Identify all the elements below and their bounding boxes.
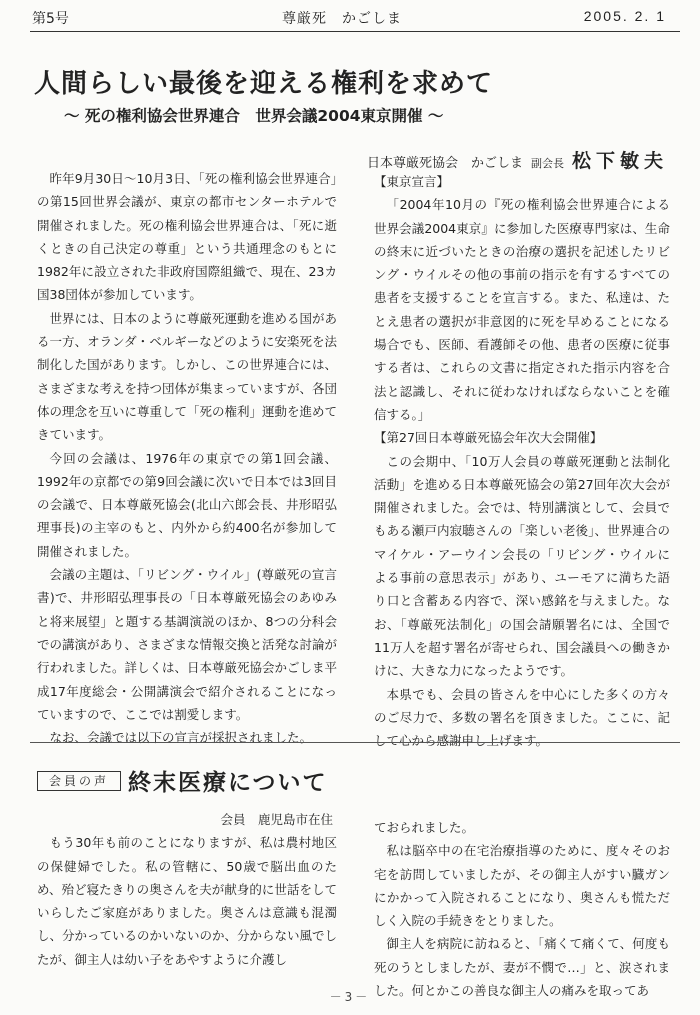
byline-name: 松下敏夫	[572, 150, 669, 172]
section-heading: 【第27回日本尊厳死協会年次大会開催】	[374, 430, 603, 446]
article-byline	[367, 146, 668, 173]
section-divider	[30, 742, 680, 743]
byline-role: 副会長	[531, 157, 565, 170]
section-heading: 【東京宣言】	[374, 174, 450, 189]
member-voice-paragraph: 私は脳卒中の在宅治療指導のために、度々そのお宅を訪問していましたが、その御主人がすい臓ガンにかかって入院されることになり、奥さんも慌ただしく入院の手続きをとりました。	[374, 843, 670, 929]
article-paragraph: 世界には、日本のように尊厳死運動を進める国がある一方、オランダ・ベルギーなどのように安楽死を法制化した国があります。しかし、この世界連合には、さまざまな考えを持つ団体が集まっていますが、各団体の理念を互いに尊重して「死の権利」運動を進めてきています。	[37, 310, 338, 443]
declaration-text: 「2004年10月の『死の権利協会世界連合による世界会議2004東京』に参加した医療専門家は、生命の終末に近づいたときの治療の選択を記述したリビング・ウイルその他の事前の指示を有するすべての患者を支援することを宣言する。また、私達は、たとえ患者の選択が非意図的に死を早めることになる場合でも、医師、看護師その他、患者の医療に従事する者は、これらの文書に指定された指示内容を合法と認識し、それに従わなければならないことを確信する。」	[374, 197, 670, 422]
article-right-column	[374, 170, 670, 752]
issue-date: 2005. 2. 1	[583, 8, 666, 24]
article-left-column	[37, 167, 337, 749]
article-paragraph: なお、会議では以下の宣言が採択されました。	[49, 730, 313, 746]
member-voice-title: 終末医療について	[128, 769, 328, 796]
member-voice-paragraph: ておられました。	[374, 820, 475, 835]
member-voice-paragraph: もう30年も前のことになりますが、私は農村地区の保健婦でした。私の管轄に、50歳で脳出血のため、殆ど寝たきりの奥さんを夫が献身的に世話をしていらしたご家庭がありました。奥さんは意識も混濁し、分かっているのかいないのか、分からない風でしたが、御主人は幼い子をあやすように介護し	[37, 835, 338, 967]
member-voice-paragraph: 御主人を病院に訪ねると、「痛くて痛くて、何度も死のうとしましたが、妻が不憫で…」と、涙されました。何とかこの善良な御主人の痛みを取ってあ	[374, 936, 670, 999]
page-header	[32, 8, 680, 30]
header-rule	[30, 31, 680, 32]
article-paragraph: 昨年9月30日～10月3日、「死の権利協会世界連合」の第15回世界会議が、東京の都市センターホテルで開催されました。死の権利協会世界連合は、「死に逝くときの自己決定の尊重」という共通理念のもとに1982年に設立された非政府国際組織で、現在、23カ国38団体が参加しています。	[37, 171, 337, 303]
member-voice-author: 会員 鹿児島市在住	[220, 812, 333, 827]
byline-organization: 日本尊厳死協会 かごしま	[367, 156, 524, 171]
article-title: 人間らしい最後を迎える権利を求めて	[34, 69, 494, 99]
member-voice-right-column	[374, 816, 670, 1002]
member-voice-left-column	[37, 808, 337, 971]
member-voice-tag: 会員の声	[37, 771, 121, 791]
article-paragraph: 本県でも、会員の皆さんを中心にした多くの方々のご尽力で、多数の署名を頂きました。ここに、記して心から感謝申し上げます。	[374, 686, 670, 749]
article-paragraph: 会議の主題は、「リビング・ウイル」(尊厳死の宣言書)で、井形昭弘理事長の「日本尊厳死協会のあゆみと将来展望」と題する基調演説のほか、8つの分科会での講演があり、さまざまな情報交換と活発な討論が行われました。詳しくは、日本尊厳死協会かごしま平成17年度総会・公開講演会で紹介されることになっていますので、ここでは割愛します。	[37, 567, 338, 722]
page-number: －3－	[329, 990, 371, 1004]
newsletter-name: 尊厳死 かごしま	[282, 11, 402, 27]
article-paragraph: この会期中、「10万人会員の尊厳死運動と法制化活動」を進める日本尊厳死協会の第27回年次大会が開催されました。会では、特別講演として、会員でもある瀬戸内寂聴さんの「楽しい老後」、世界連合のマイケル・アーウイン会長の「リビング・ウイルによる事前の意思表示」があり、ユーモアに満ちた語り口と含蓄ある内容で、深い感銘を与えました。なお、「尊厳死法制化」の国会請願署名には、全国で11万人を超す署名が寄せられ、国会議員への働きかけに、大きな力になったようです。	[374, 453, 670, 679]
article-subtitle: ～ 死の権利協会世界連合 世界会議2004東京開催 ～	[64, 107, 444, 125]
article-paragraph: 今回の会議は、1976年の東京での第1回会議、1992年の京都での第9回会議に次いで日本では3回目の会議で、日本尊厳死協会(北山六郎会長、井形昭弘理事長)の主宰のもと、内外から約400名が参加して開催されました。	[37, 450, 337, 559]
issue-number: 第5号	[32, 11, 69, 27]
